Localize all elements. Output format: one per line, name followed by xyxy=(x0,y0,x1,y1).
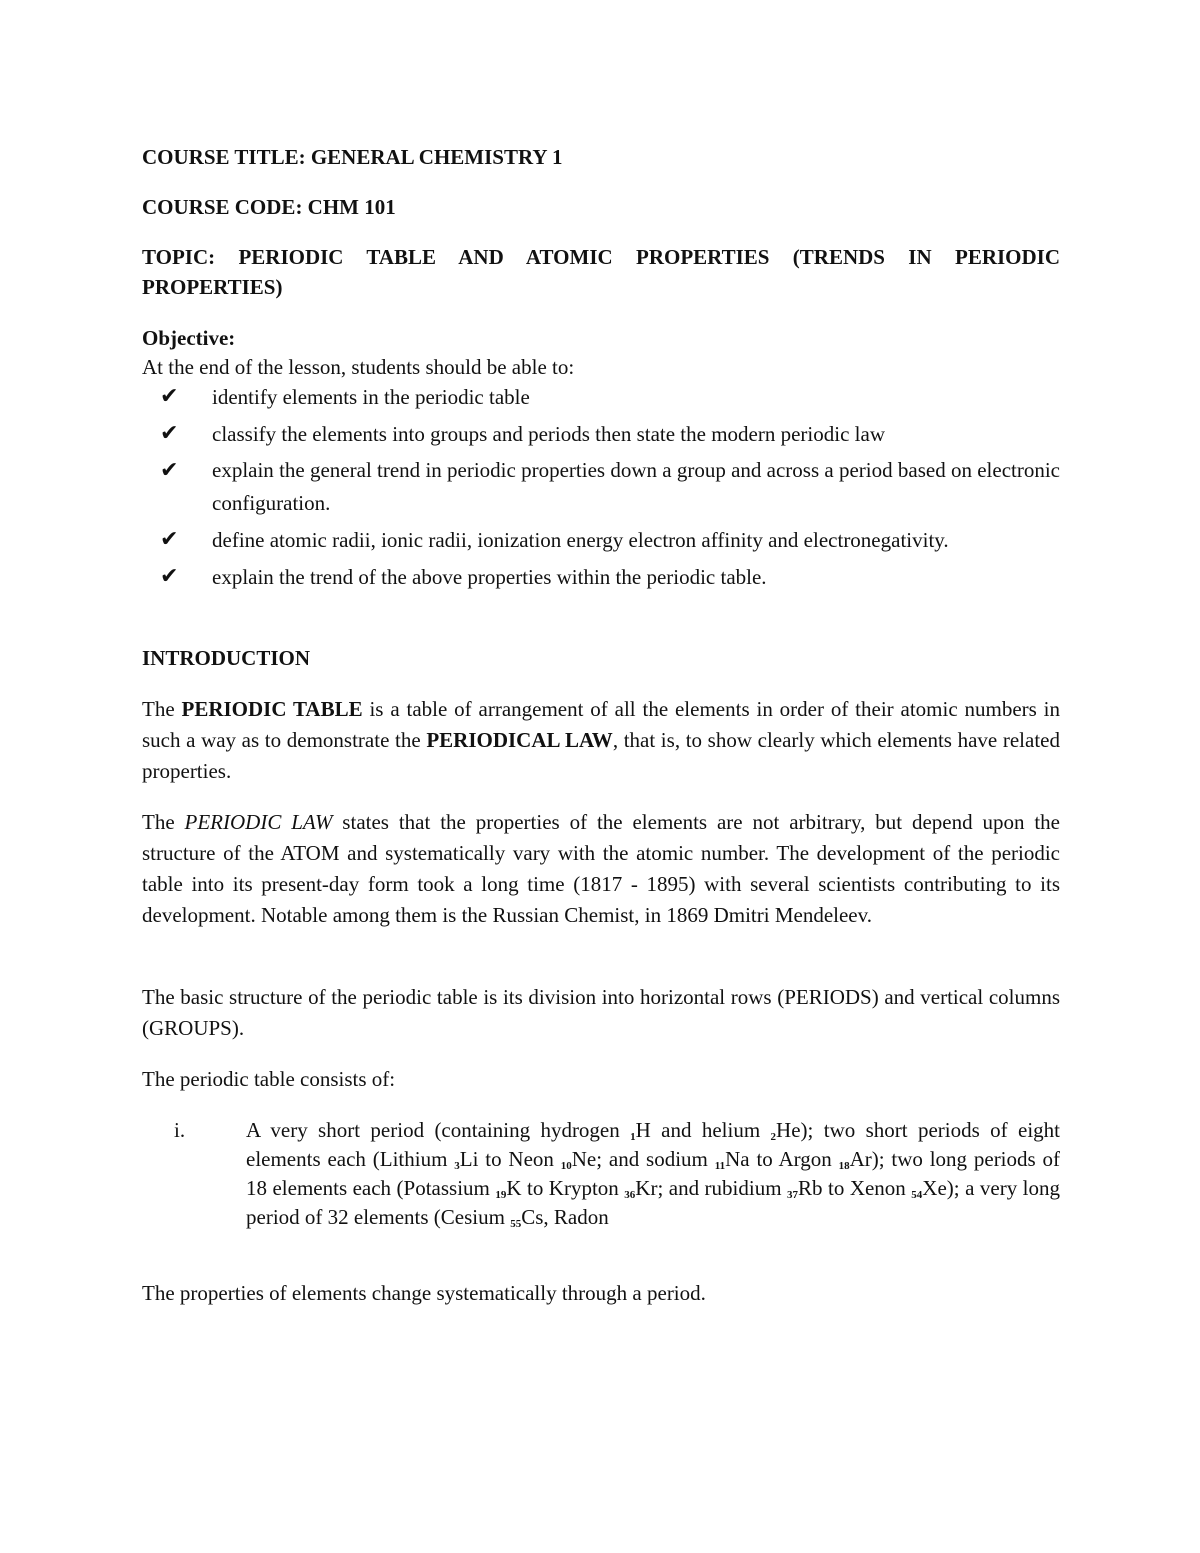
paragraph-consists-of: The periodic table consists of: xyxy=(142,1067,396,1091)
atomic-number: 11 xyxy=(714,1160,726,1172)
text-run: Xe); a very long period of 32 elements (Cesium xyxy=(246,1176,1061,1229)
paragraph-periodic-table xyxy=(142,694,1060,787)
atomic-number: 18 xyxy=(838,1160,850,1172)
objective-heading: Objective: xyxy=(142,326,236,350)
check-mark-icon: ✔ xyxy=(160,384,179,409)
check-mark-icon: ✔ xyxy=(160,527,179,552)
text-run: The xyxy=(142,697,182,721)
text-run: , that is, to show clearly which elements have related properties. xyxy=(142,728,1060,783)
objective-item-text: classify the elements into groups and periods then state the modern periodic law xyxy=(212,422,885,446)
text-run: He); two short periods of eight elements each (Lithium xyxy=(246,1118,1061,1171)
text-run: A very short period (containing hydrogen xyxy=(246,1118,631,1142)
paragraph-properties-change: The properties of elements change systematically through a period. xyxy=(142,1281,706,1305)
text-run: Rb to Xenon xyxy=(798,1176,912,1200)
course-title: COURSE TITLE: GENERAL CHEMISTRY 1 xyxy=(142,145,563,169)
objective-item-text: define atomic radii, ionic radii, ionization energy electron affinity and electronegativity. xyxy=(212,528,949,552)
list-item-text xyxy=(246,1116,1060,1232)
atomic-number: 19 xyxy=(495,1189,507,1201)
check-mark-icon: ✔ xyxy=(160,564,179,589)
atomic-number: 54 xyxy=(911,1189,923,1201)
paragraph-basic-structure: The basic structure of the periodic table is its division into horizontal rows (PERIODS) and vertical columns (GROUPS). xyxy=(142,985,1060,1040)
term-periodic-law: PERIODIC LAW xyxy=(184,810,333,834)
text-run: The xyxy=(142,810,185,834)
list-number: i. xyxy=(174,1118,186,1142)
text-run: Ne; and sodium xyxy=(571,1147,715,1171)
term-periodical-law: PERIODICAL LAW xyxy=(426,728,613,752)
text-run: states that the properties of the elements are not arbitrary, but depend upon the structure of the ATOM and systematically vary with the atomic number. The development of the periodic table into its present-day form took a long time (1817 - 1895) with several scientists contributing to its development. Notable among them is the Russian Chemist, in 1869 Dmitri Mendeleev. xyxy=(142,810,1060,927)
course-code: COURSE CODE: CHM 101 xyxy=(142,195,396,219)
atomic-number: 1 xyxy=(630,1131,636,1143)
objective-intro: At the end of the lesson, students should be able to: xyxy=(142,355,575,379)
text-run: Cs, Radon xyxy=(521,1205,609,1229)
atomic-number: 3 xyxy=(454,1160,460,1172)
atomic-number: 36 xyxy=(624,1189,636,1201)
objective-item-text: identify elements in the periodic table xyxy=(212,385,530,409)
text-run: K to Krypton xyxy=(506,1176,625,1200)
atomic-number: 2 xyxy=(770,1131,777,1143)
check-mark-icon: ✔ xyxy=(160,458,179,483)
text-run: Na to Argon xyxy=(725,1147,839,1171)
objective-item-text: explain the general trend in periodic properties down a group and across a period based on electronic configuration. xyxy=(212,458,1060,515)
text-run: H and helium xyxy=(635,1118,771,1142)
paragraph-periodic-law xyxy=(142,807,1060,931)
text-run: is a table of arrangement of all the elements in order of their atomic numbers in such a way as to demonstrate the xyxy=(142,697,1061,752)
text-run: Li to Neon xyxy=(459,1147,561,1171)
text-run: Ar); two long periods of 18 elements each (Potassium xyxy=(246,1147,1061,1200)
topic: TOPIC: PERIODIC TABLE AND ATOMIC PROPERTIES (TRENDS IN PERIODIC PROPERTIES) xyxy=(142,245,1060,299)
check-mark-icon: ✔ xyxy=(160,421,179,446)
atomic-number: 55 xyxy=(510,1218,522,1230)
text-run: Kr; and rubidium xyxy=(635,1176,788,1200)
objective-item-text: explain the trend of the above properties within the periodic table. xyxy=(212,565,767,589)
introduction-heading: INTRODUCTION xyxy=(142,646,311,670)
atomic-number: 10 xyxy=(560,1160,572,1172)
atomic-number: 37 xyxy=(787,1189,799,1201)
term-periodic-table: PERIODIC TABLE xyxy=(181,697,363,721)
